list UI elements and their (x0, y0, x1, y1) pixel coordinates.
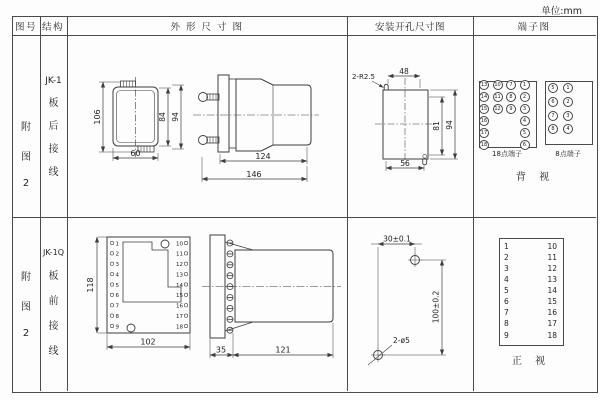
terminal-left-column: 1 2 3 4 5 6 7 8 9 (504, 242, 509, 340)
svg-text:18: 18 (176, 324, 183, 331)
terminal-circle: 6 (548, 97, 558, 107)
terminal-circle: 5 (548, 83, 558, 93)
row2-structure: JK-1Q 板 前 接 线 (42, 248, 65, 357)
terminal-circle: 5 (520, 128, 530, 138)
dim-106: 106 (93, 109, 102, 125)
hole-diameter-label: 2-ø5 (393, 336, 410, 345)
dim-94b: 94 (445, 120, 454, 130)
terminal-circle: 12 (494, 106, 501, 112)
dim-124: 124 (255, 152, 271, 161)
svg-text:4: 4 (115, 272, 119, 279)
terminal-circle: 16 (480, 118, 488, 124)
svg-text:17: 17 (176, 313, 183, 320)
terminal-circle: 17 (480, 130, 488, 136)
dim-81: 81 (432, 121, 441, 131)
row2-model: JK-1Q (42, 248, 65, 257)
header-figure: 图号 (14, 22, 38, 33)
slot-radius-label: 2-R2.5 (352, 73, 375, 81)
row1-figure-number: 附 图 2 (21, 122, 31, 189)
dim-35: 35 (215, 345, 227, 355)
svg-text:7: 7 (115, 303, 119, 310)
svg-text:15: 15 (176, 293, 183, 300)
svg-text:1: 1 (115, 241, 119, 248)
terminal-circle: 7 (506, 80, 516, 90)
dim-121: 121 (275, 345, 291, 355)
back-view-label: 背 视 (515, 172, 555, 183)
header-mounting: 安装开孔尺寸图 (374, 22, 446, 33)
terminal-circle: 10 (494, 82, 501, 88)
front-left-terminals (110, 241, 119, 330)
jk1q-terminal-diagram (473, 217, 597, 392)
row2-figure-number: 附 图 2 (21, 272, 31, 339)
terminal-circle: 2 (563, 97, 573, 107)
terminal-circle: 3 (520, 104, 530, 114)
header-structure: 结构 (41, 22, 65, 33)
label-8pt: 8点端子 (555, 150, 581, 158)
dim-48: 48 (399, 67, 409, 76)
terminal-circle: 1 (563, 83, 573, 93)
unit-label: 单位:mm (541, 6, 582, 17)
terminal-circle: 9 (506, 104, 516, 114)
svg-text:12: 12 (176, 262, 183, 269)
label-18pt: 18点端子 (492, 150, 522, 158)
terminal-circle: 14 (480, 94, 488, 100)
svg-text:10: 10 (176, 241, 183, 248)
terminal-circle: 13 (480, 82, 488, 88)
terminal-circle: 3 (563, 111, 573, 121)
terminal-circle: 4 (563, 124, 573, 134)
svg-text:11: 11 (176, 251, 183, 258)
terminal-circle: 1 (520, 80, 530, 90)
jk1-outline-drawing (67, 35, 347, 217)
svg-text:14: 14 (176, 282, 183, 289)
svg-text:2: 2 (115, 251, 119, 258)
svg-text:8: 8 (115, 313, 119, 320)
dim-56: 56 (400, 159, 410, 168)
dim-30: 30±0.1 (383, 234, 411, 244)
terminal-circle: 6 (520, 140, 530, 150)
terminal-circle: 8 (548, 124, 558, 134)
dim-84: 84 (158, 112, 167, 122)
jk1-mounting-drawing (347, 35, 473, 217)
svg-text:6: 6 (115, 293, 119, 300)
terminal-block-18pt (479, 81, 537, 148)
row1-model: JK-1 (45, 76, 62, 86)
terminal-circle: 2 (520, 92, 530, 102)
header-outline: 外 形 尺 寸 图 (170, 22, 244, 33)
terminal-circle: 8 (506, 92, 516, 102)
terminal-circle: 11 (494, 94, 501, 100)
terminal-circle: 4 (520, 116, 530, 126)
jk1q-mounting-drawing (347, 217, 473, 392)
row1-structure: JK-1 板 后 接 线 (45, 76, 62, 178)
svg-text:9: 9 (115, 324, 119, 331)
svg-text:13: 13 (176, 272, 183, 279)
jk1q-outline-drawing (67, 217, 347, 392)
dim-100: 100±0.2 (431, 290, 441, 324)
svg-text:16: 16 (176, 303, 183, 310)
terminal-circle: 18 (480, 142, 488, 148)
svg-text:5: 5 (115, 282, 119, 289)
front-right-terminals (176, 241, 188, 330)
dim-146: 146 (246, 170, 262, 179)
dim-102: 102 (140, 337, 156, 347)
dim-60: 60 (130, 149, 141, 158)
terminal-circle: 7 (548, 111, 558, 121)
front-view-label: 正 视 (511, 356, 551, 367)
dim-118: 118 (86, 277, 95, 293)
terminal-right-column: 10 11 12 13 14 15 16 17 18 (547, 242, 557, 340)
jk1-terminal-diagram (473, 35, 597, 217)
terminal-circle: 15 (480, 106, 488, 112)
header-terminal: 端子图 (517, 22, 551, 33)
svg-text:3: 3 (115, 262, 119, 269)
dim-94: 94 (171, 112, 180, 122)
